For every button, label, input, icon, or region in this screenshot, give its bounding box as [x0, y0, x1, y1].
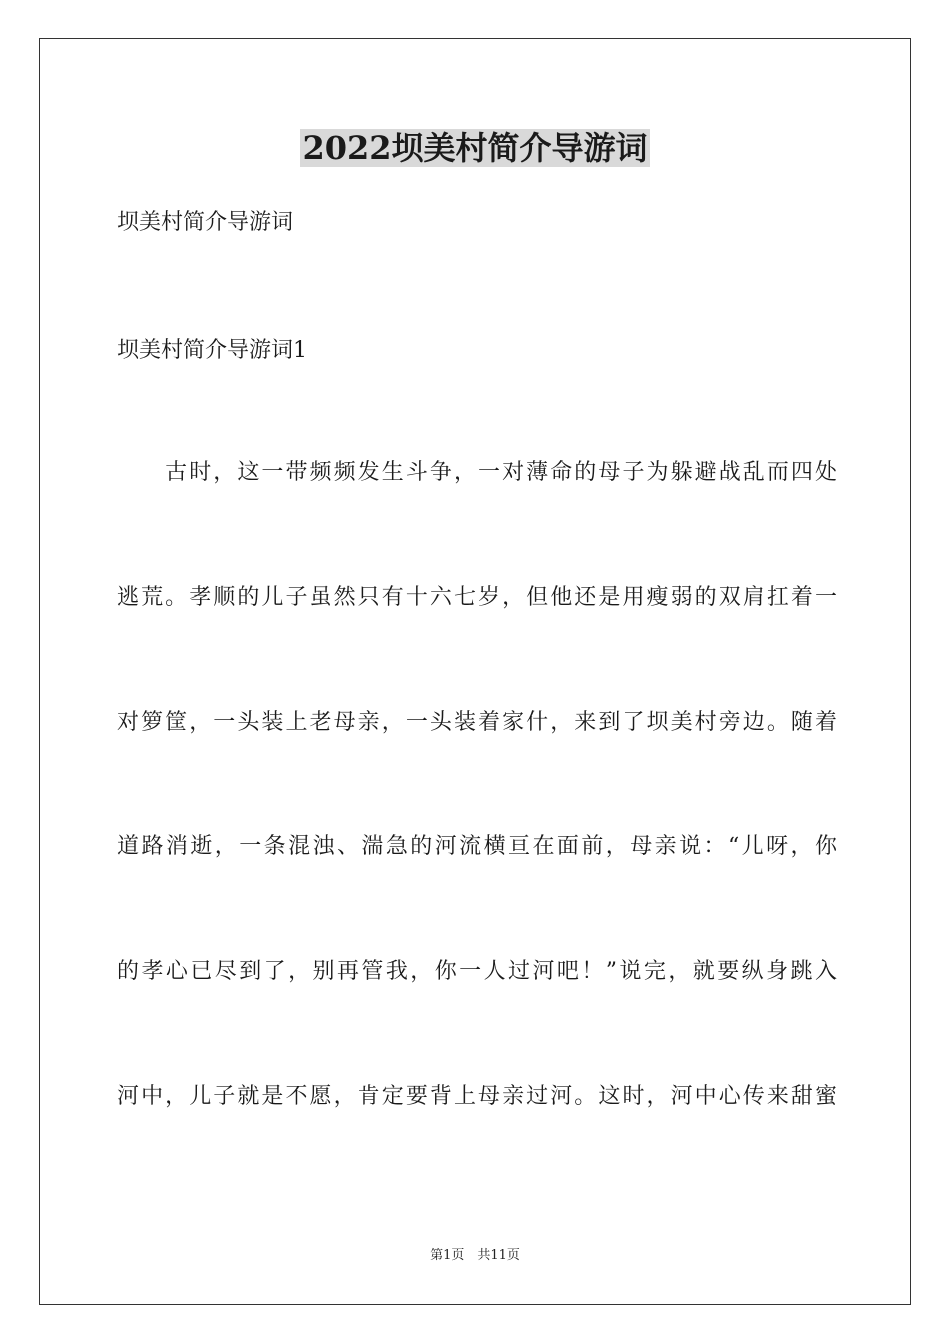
document-subtitle: 坝美村简介导游词 [117, 210, 294, 235]
section-heading: 坝美村简介导游词1 [117, 338, 307, 363]
paragraph-line: 河中，儿子就是不愿，肯定要背上母亲过河。这时，河中心传来甜蜜 [117, 1084, 837, 1109]
page-footer: 第1页 共11页 [430, 1248, 520, 1263]
document-title [0, 128, 950, 168]
document-title-text: 2022坝美村简介导游词 [302, 129, 648, 167]
paragraph-line: 的孝心已尽到了，别再管我，你一人过河吧！”说完，就要纵身跳入 [117, 959, 837, 984]
paragraph-line: 古时，这一带频频发生斗争，一对薄命的母子为躲避战乱而四处 [117, 460, 837, 485]
paragraph-line: 逃荒。孝顺的儿子虽然只有十六七岁，但他还是用瘦弱的双肩扛着一 [117, 585, 837, 610]
paragraph-line: 道路消逝，一条混浊、湍急的河流横亘在面前，母亲说：“儿呀，你 [117, 834, 837, 859]
paragraph-line: 对箩筐，一头装上老母亲，一头装着家什，来到了坝美村旁边。随着 [117, 710, 837, 735]
